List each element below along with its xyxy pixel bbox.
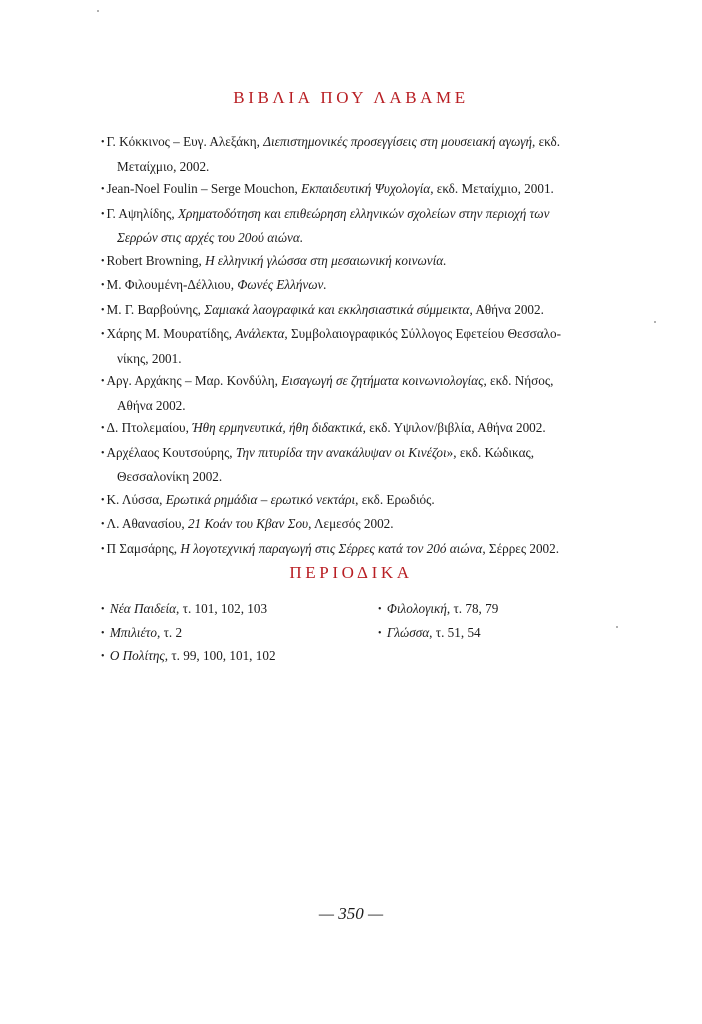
scan-speck xyxy=(97,10,99,12)
book-entry: • Robert Browning, Η ελληνική γλώσσα στη μεσαιωνική κοινωνία. xyxy=(101,252,447,268)
book-entry: • Μ. Φιλουμένη-Δέλλιου, Φωνές Ελλήνων. xyxy=(101,277,327,292)
book-entry: • Γ. Αψηλίδης, Χρηματοδότηση και επιθεώρηση ελληνικών σχολείων στην περιοχή των Σερρών στις αρχές του 20ού αιώνα. xyxy=(101,205,550,245)
book-entry: • Δ. Πτολεμαίου, Ήθη ερμηνευτικά, ήθη διδακτικά, εκδ. Υψιλον/βιβλία, Αθήνα 2002. xyxy=(101,420,546,435)
book-entry: • Αργ. Αρχάκης – Μαρ. Κονδύλη, Εισαγωγή σε ζητήματα κοινωνιολογίας, εκδ. Νήσος, Αθήνα 2002. xyxy=(101,373,554,413)
periodicals-left-column xyxy=(101,598,361,669)
book-entry: • Λ. Αθανασίου, 21 Κοάν του Κβαν Σου, Λεμεσός 2002. xyxy=(101,516,394,531)
periodicals-right-column xyxy=(378,598,638,645)
book-entry: • Μ. Γ. Βαρβούνης, Σαμιακά λαογραφικά και εκκλησιαστικά σύμμεικτα, Αθήνα 2002. xyxy=(101,301,544,317)
books-received-heading: ΒΙΒΛΙΑ ΠΟΥ ΛΑΒΑΜΕ xyxy=(233,88,469,107)
periodicals-heading: ΠΕΡΙΟΔΙΚΑ xyxy=(289,563,413,582)
book-list xyxy=(101,131,641,562)
book-entry: • Κ. Λύσσα, Ερωτικά ρημάδια – ερωτικό νεκτάρι, εκδ. Ερωδιός. xyxy=(101,491,435,507)
scan-speck xyxy=(654,321,656,323)
periodical-entry: • Ο Πολίτης, τ. 99, 100, 101, 102 xyxy=(101,648,276,663)
scan-speck xyxy=(616,626,618,628)
book-entry: • Γ. Κόκκινος – Ευγ. Αλεξάκη, Διεπιστημονικές προσεγγίσεις στη μουσειακή αγωγή, εκδ. Μεταίχμιο, 2002. xyxy=(101,134,561,174)
book-entry: • Jean-Noel Foulin – Serge Mouchon, Εκπαιδευτική Ψυχολογία, εκδ. Μεταίχμιο, 2001. xyxy=(101,181,554,196)
book-entry: • Π Σαμσάρης, Η λογοτεχνική παραγωγή στις Σέρρες κατά τον 20ό αιώνα, Σέρρες 2002. xyxy=(101,540,560,556)
periodical-entry: • Φιλολογική, τ. 78, 79 xyxy=(378,601,499,616)
book-entry: • Αρχέλαος Κουτσούρης, Την πιτυρίδα την ανακάλυψαν οι Κινέζοι», εκδ. Κώδικας, Θεσσαλονίκη 2002. xyxy=(101,444,534,484)
periodical-entry: • Γλώσσα, τ. 51, 54 xyxy=(378,624,481,640)
periodical-entry: • Νέα Παιδεία, τ. 101, 102, 103 xyxy=(101,601,268,616)
book-entry: • Χάρης Μ. Μουρατίδης, Ανάλεκτα, Συμβολαιογραφικός Σύλλογος Εφετείου Θεσσαλο- νίκης, 2001. xyxy=(101,326,562,366)
page-number: — 350 — xyxy=(318,904,384,923)
periodical-entry: • Μπιλιέτο, τ. 2 xyxy=(101,624,183,640)
